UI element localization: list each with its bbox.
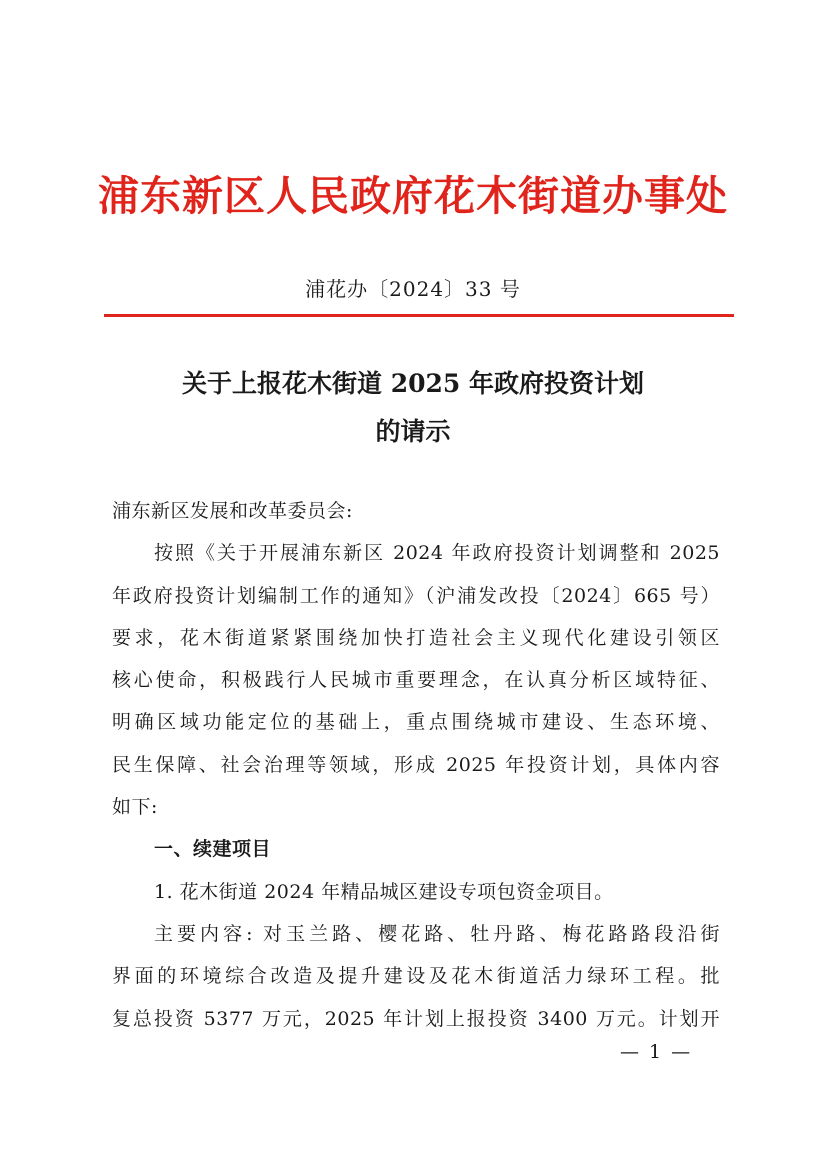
paragraph-line: 主要内容: 对玉兰路、樱花路、牡丹路、梅花路路段沿街 <box>154 922 720 945</box>
recipient-line: 浦东新区发展和改革委员会: <box>112 500 353 522</box>
paragraph-line: 民生保障、社会治理等领域，形成 2025 年投资计划，具体内容 <box>112 753 720 776</box>
issuing-organization-header: 浦东新区人民政府花木街道办事处 <box>98 172 728 220</box>
document-body <box>112 490 720 1040</box>
red-separator-line <box>104 314 734 317</box>
section-heading: 一、续建项目 <box>154 838 272 861</box>
paragraph-line: 界面的环境综合改造及提升建设及花木街道活力绿环工程。批 <box>112 965 720 988</box>
page-number: — 1 — <box>620 1041 693 1063</box>
paragraph-line: 按照《关于开展浦东新区 2024 年政府投资计划调整和 2025 <box>154 542 720 565</box>
paragraph-line: 核心使命，积极践行人民城市重要理念，在认真分析区域特征、 <box>112 669 720 692</box>
paragraph-line: 复总投资 5377 万元，2025 年计划上报投资 3400 万元。计划开 <box>112 1007 720 1030</box>
subject-line-1: 关于上报花木街道 2025 年政府投资计划 <box>182 369 644 398</box>
paragraph-line: 如下: <box>112 796 158 819</box>
subject-line-2: 的请示 <box>375 417 451 446</box>
item-title: 1. 花木街道 2024 年精品城区建设专项包资金项目。 <box>154 880 614 903</box>
paragraph-line: 年政府投资计划编制工作的通知》（沪浦发改投〔2024〕665 号） <box>112 584 720 607</box>
paragraph-line: 明确区域功能定位的基础上，重点围绕城市建设、生态环境、 <box>112 711 720 734</box>
paragraph-line: 要求，花木街道紧紧围绕加快打造社会主义现代化建设引领区 <box>112 626 720 649</box>
document-number: 浦花办〔2024〕33 号 <box>305 277 521 301</box>
document-subject <box>0 360 826 456</box>
